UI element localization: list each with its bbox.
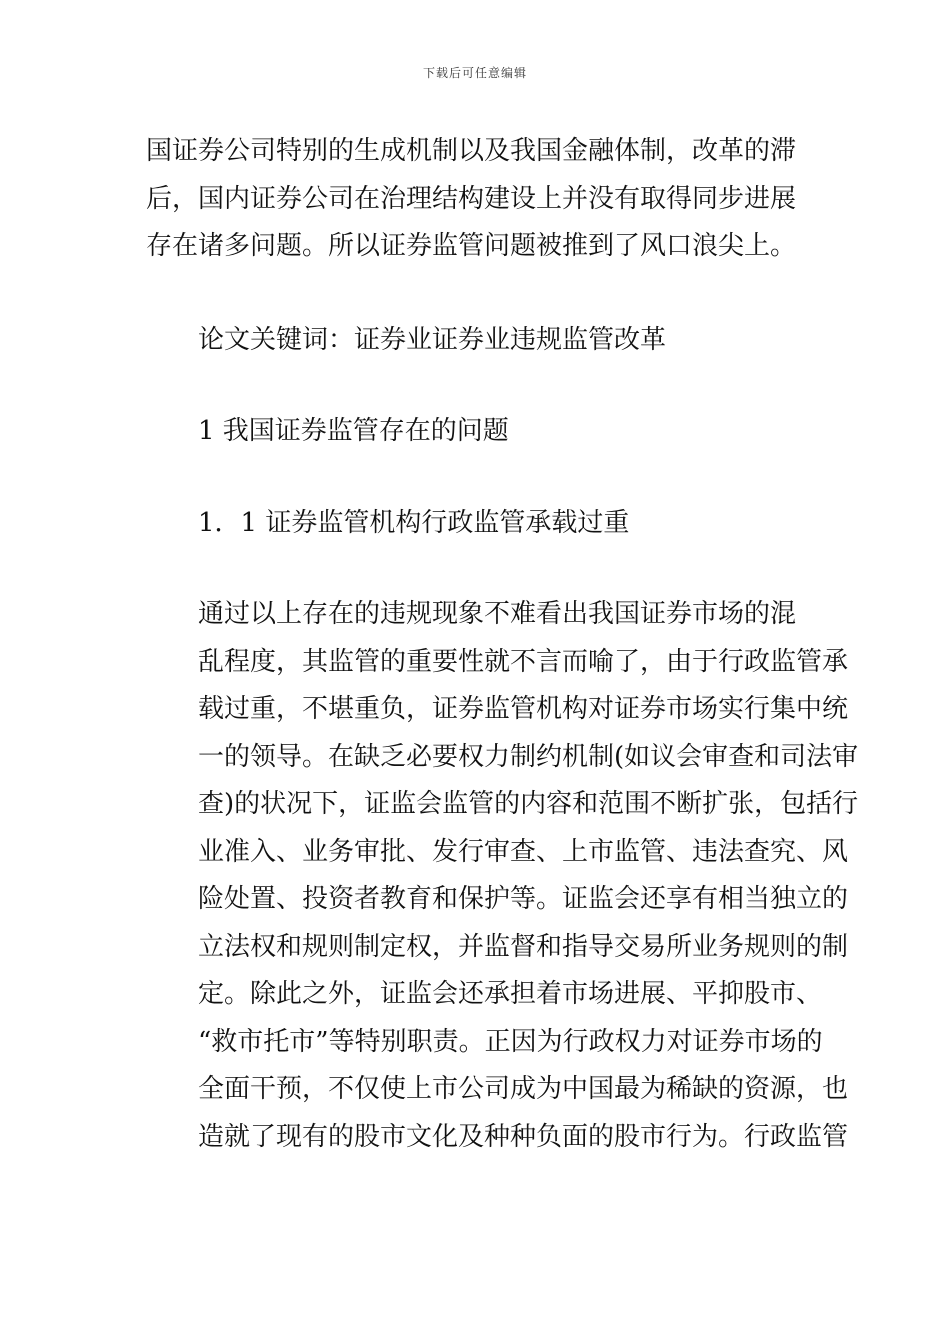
body-paragraph bbox=[146, 591, 859, 1161]
text-line: “救市托市”等特别职责。正因为行政权力对证券市场的 bbox=[198, 1026, 823, 1057]
text-line: 存在诸多问题。所以证券监管问题被推到了风口浪尖上。 bbox=[146, 231, 797, 261]
text-line: 通过以上存在的违规现象不难看出我国证券市场的混 bbox=[198, 599, 797, 629]
section-heading: 1 我国证券监管存在的问题 bbox=[198, 416, 509, 446]
paragraph-continuation bbox=[146, 128, 810, 271]
text-line: 乱程度，其监管的重要性就不言而喻了，由于行政监管承 bbox=[198, 646, 849, 677]
text-line: 造就了现有的股市文化及种种负面的股市行为。行政监管 bbox=[198, 1121, 849, 1152]
text-line: 定。除此之外，证监会还承担着市场进展、平抑股市、 bbox=[198, 979, 823, 1009]
text-line: 查)的状况下，证监会监管的内容和范围不断扩张，包括行 bbox=[198, 789, 859, 819]
text-line: 业准入、业务审批、发行审查、上市监管、违法查究、风 bbox=[198, 836, 849, 867]
keywords-line: 论文关键词：证券业证券业违规监管改革 bbox=[198, 324, 667, 355]
page-header: 下载后可任意编辑 bbox=[422, 66, 527, 80]
text-line: 国证券公司特别的生成机制以及我国金融体制，改革的滞 bbox=[146, 136, 797, 166]
text-line: 险处置、投资者教育和保护等。证监会还享有相当独立的 bbox=[198, 884, 849, 914]
text-line: 载过重，不堪重负，证券监管机构对证券市场实行集中统 bbox=[198, 694, 849, 724]
text-line: 一的领导。在缺乏必要权力制约机制(如议会审查和司法审 bbox=[198, 741, 859, 772]
subsection-heading: 1．1 证券监管机构行政监管承载过重 bbox=[198, 507, 630, 538]
text-line: 立法权和规则制定权，并监督和指导交易所业务规则的制 bbox=[198, 931, 849, 962]
document-body bbox=[146, 128, 859, 1161]
text-line: 后，国内证券公司在治理结构建设上并没有取得同步进展 bbox=[146, 183, 797, 214]
text-line: 全面干预，不仅使上市公司成为中国最为稀缺的资源，也 bbox=[198, 1074, 849, 1104]
